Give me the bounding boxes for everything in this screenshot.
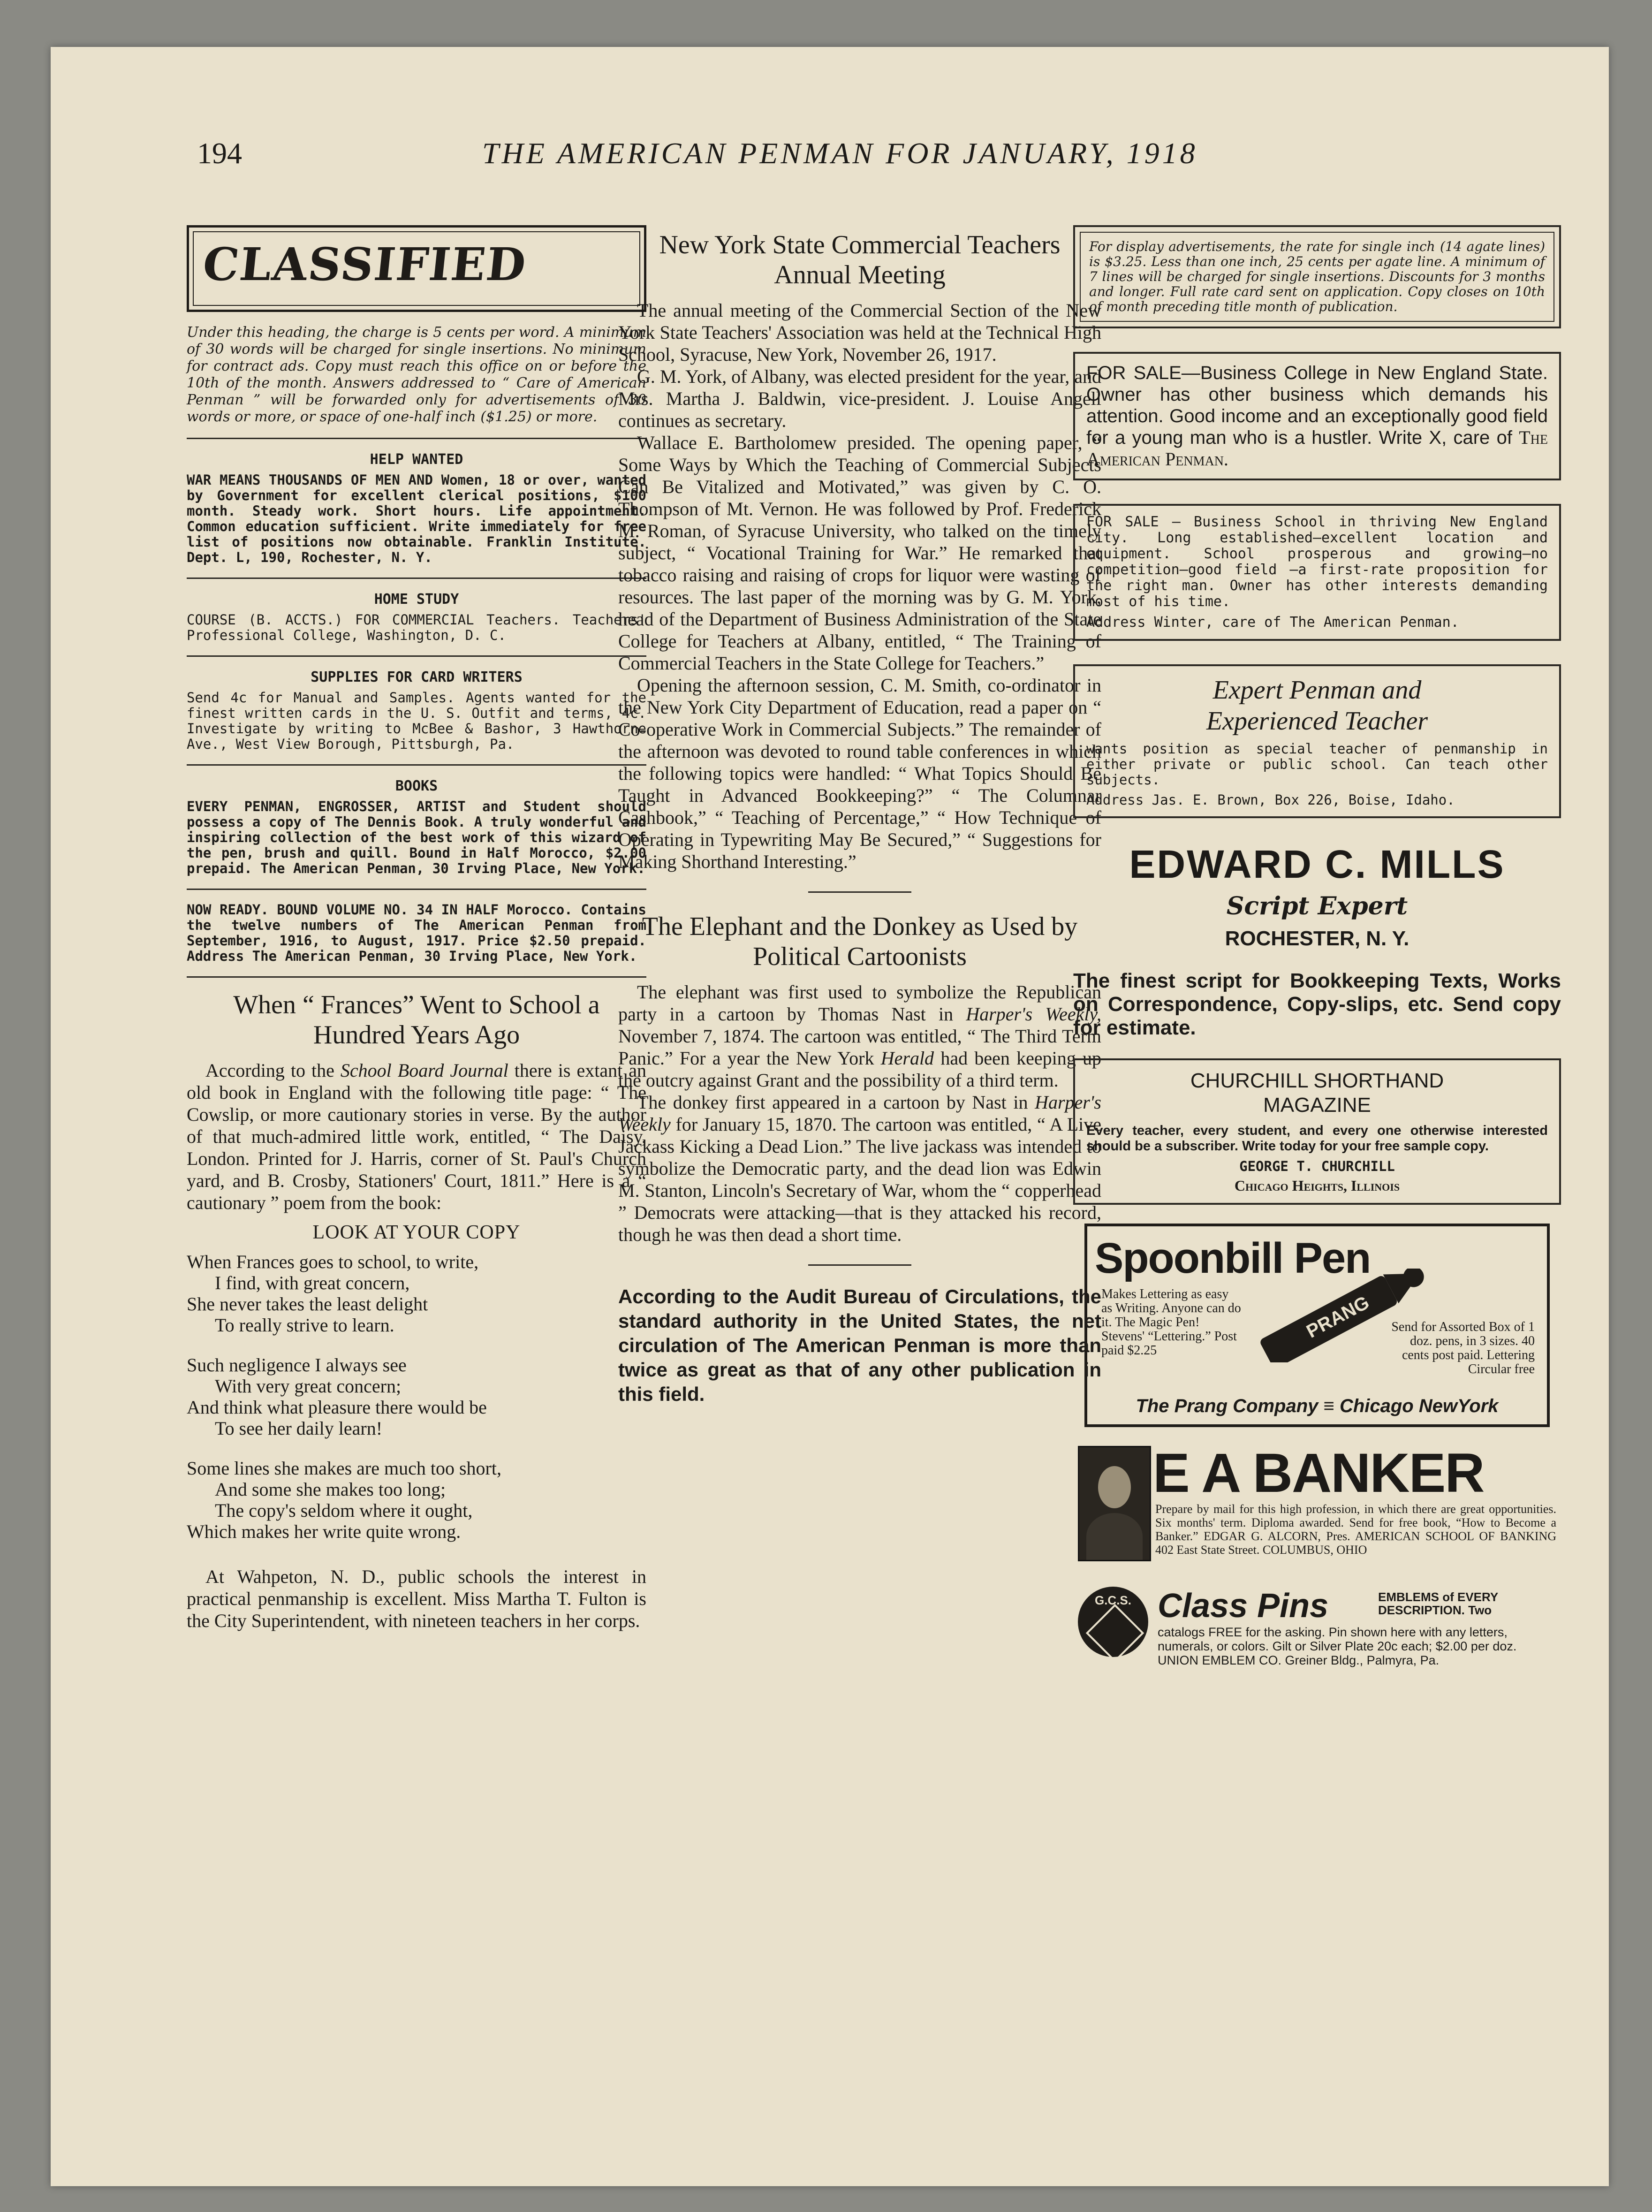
elephant-paragraph: The elephant was first used to symbolize the Republican party in a cartoon by Thomas Nast in Harper's Weekly, November 7, 1874. The cartoon was entitled, “ The Third Term Panic.” For a year the New York Herald had been keeping up the outcry against Grant and the possibility of a third term. bbox=[618, 981, 1101, 1091]
for-sale-address: Address Winter, care of The American Penman. bbox=[1086, 614, 1459, 631]
classified-text: EVERY PENMAN, ENGROSSER, ARTIST and Student should possess a copy of The Dennis Book. A truly wonderful and inspiring collection of the best work of this wizard of the pen, brush and quill. Bound in Half Morocco, $2.00 prepaid. The American Penman, 30 Irving Place, New York. bbox=[187, 798, 646, 876]
classified-heading: SUPPLIES FOR CARD WRITERS bbox=[311, 669, 523, 685]
classified-text: Send 4c for Manual and Samples. Agents wanted for the finest written cards in the U. S. Outfit and terms, 4c. Investigate by writing to McBee & Bashor, 3 Hawthorne Ave., West View Borough, Pittsburgh, Pa. bbox=[187, 690, 646, 752]
elephant-headline: The Elephant and the Donkey as Used by Political Cartoonists bbox=[642, 912, 1078, 971]
classified-heading: HOME STUDY bbox=[374, 591, 459, 608]
pen-nib-label: PRANG bbox=[1303, 1292, 1373, 1342]
nyscta-paragraph: Opening the afternoon session, C. M. Smith, co-ordinator in the New York City Department of Education, read a paper on “ Co-operative Work in Commercial Subjects.” The remainder of the afternoon was devoted to round table conferences in which the following topics were handled: “ What Topics Should Be Taught in Advanced Bookkeeping?” “ The Columnar Cashbook,” “ Teaching of Percentage,” “ How Technique of Operating in Typewriting May Be Secured,” “ Suggestions for Making Shorthand Interesting.” bbox=[618, 675, 1101, 872]
running-title: THE AMERICAN PENMAN FOR JANUARY, 1918 bbox=[482, 137, 1198, 170]
divider bbox=[808, 891, 911, 893]
divider bbox=[187, 764, 646, 766]
classified-section-help-wanted bbox=[187, 451, 646, 565]
elephant-paragraph: The donkey first appeared in a cartoon by Nast in Harper's Weekly for January 15, 1870. The cartoon was entitled, “ A Live Jackass Kicking a Dead Lion.” The live jackass was intended to symbolize the Democratic party, and the dead lion was Edwin M. Stanton, Lincoln's Secretary of War, whom the “ copperhead ” Democrats were attacking—that is they attacked his record, though he was then dead a short time. bbox=[618, 1092, 1101, 1245]
classified-section-home-study bbox=[187, 591, 646, 643]
spoonbill-right-text: Send for Assorted Box of 1 doz. pens, in 3 sizes. 40 cents post paid. Lettering Circular free bbox=[1391, 1320, 1535, 1376]
running-head bbox=[51, 136, 1609, 174]
bound-volume-notice: NOW READY. BOUND VOLUME NO. 34 IN HALF Morocco. Contains the twelve numbers of The American Penman from September, 1916, to August, 1917. Price $2.50 prepaid. Address The American Penman, 30 Irving Place, New York. bbox=[187, 902, 646, 964]
column-middle bbox=[618, 225, 1101, 1406]
spoonbill-left-text: Makes Lettering as easy as Writing. Anyone can do it. The Magic Pen! Stevens' “Lettering.” Post paid $2.25 bbox=[1101, 1287, 1241, 1358]
banker-text: Prepare by mail for this high profession, in which there are great opportunities. Six months' term. Diploma awarded. Send for free book, “How to Become a Banker.” EDGAR G. ALCORN, Pres. AMERICAN SCHOOL OF BANKING 402 East State Street. COLUMBUS, OHIO bbox=[1155, 1502, 1556, 1557]
pin-emblem-icon: G.C.S. bbox=[1078, 1587, 1148, 1657]
classified-section-supplies bbox=[187, 669, 646, 752]
magazine-page bbox=[51, 47, 1609, 2186]
pins-subhead: EMBLEMS of EVERY DESCRIPTION. Two bbox=[1378, 1590, 1498, 1617]
divider bbox=[808, 1264, 911, 1266]
mills-tagline: Script Expert bbox=[1226, 892, 1408, 920]
class-pins-ad bbox=[1078, 1587, 1556, 1666]
column-left bbox=[187, 225, 646, 1632]
page-number: 194 bbox=[197, 137, 242, 170]
spoonbill-brand: Spoonbill Pen bbox=[1095, 1234, 1371, 1282]
expert-address: Address Jas. E. Brown, Box 226, Boise, Idaho. bbox=[1086, 792, 1455, 808]
expert-title: Expert Penman and bbox=[1212, 676, 1422, 705]
for-sale-text: FOR SALE—Business College in New England State. Owner has other business which demands his attention. Good income and an exceptionally good field for a young man who is a hustler. Write X, care of The American Penman. bbox=[1086, 363, 1548, 470]
mills-ad bbox=[1073, 842, 1561, 1040]
display-rates-text: For display advertisements, the rate for single inch (14 agate lines) is $3.25. Less than one inch, 25 cents per agate line. A minimum of 7 lines will be charged for single insertions. Discounts for 3 months and longer. Full rate card sent on application. Copy closes on 10th of month preceding title month of publication. bbox=[1089, 239, 1545, 314]
poem-stanza: Some lines she makes are much too short, And some she makes too long; The copy's seldom where it ought, Which makes her write quite wrong. bbox=[187, 1458, 501, 1542]
mills-name: EDWARD C. MILLS bbox=[1129, 842, 1505, 886]
churchill-ad bbox=[1073, 1058, 1561, 1205]
frances-intro: According to the School Board Journal there is extant an old book in England with the following title page: “ The Cowslip, or more cautionary stories in verse. By the author of that much-admired little work, entitled, “ The Daisy, London. Printed for J. Harris, corner of St. Paul's Church yard, and B. Crosby, Stationers' Court, 1811.” Here is a “ cautionary ” poem from the book: bbox=[187, 1060, 647, 1213]
display-rates-box bbox=[1073, 225, 1561, 328]
churchill-title: MAGAZINE bbox=[1263, 1094, 1371, 1117]
poem-stanza: When Frances goes to school, to write, I find, with great concern, She never takes the least delight To really strive to learn. bbox=[187, 1251, 479, 1336]
expert-text: wants position as special teacher of penmanship in either private or public school. Can teach other subjects. bbox=[1086, 741, 1548, 788]
churchill-title: CHURCHILL SHORTHAND bbox=[1190, 1069, 1444, 1092]
for-sale-ad-2 bbox=[1073, 504, 1561, 641]
nyscta-paragraph: The annual meeting of the Commercial Section of the New York State Teachers' Association was held at the Technical High School, Syracuse, New York, November 26, 1917. bbox=[618, 300, 1101, 365]
banker-ad bbox=[1078, 1442, 1556, 1568]
classified-section-books bbox=[187, 778, 646, 876]
churchill-text: Every teacher, every student, and every one otherwise interested should be a subscriber. Write today for your free sample copy. bbox=[1086, 1123, 1548, 1154]
nyscta-headline: New York State Commercial Teachers Annual Meeting bbox=[659, 230, 1061, 289]
divider bbox=[187, 578, 646, 579]
classified-text: WAR MEANS THOUSANDS OF MEN AND Women, 18 or over, wanted by Government for excellent clerical positions, $100 month. Steady work. Short hours. Life appointment. Common education sufficient. Write immediately for free list of positions now obtainable. Franklin Institute. Dept. L, 190, Rochester, N. Y. bbox=[187, 472, 646, 565]
classified-heading: HELP WANTED bbox=[370, 451, 463, 468]
spoonbill-footer: The Prang Company ≡ Chicago NewYork bbox=[1136, 1396, 1499, 1416]
frances-headline: When “ Frances” Went to School a Hundred Years Ago bbox=[233, 990, 600, 1049]
for-sale-text: FOR SALE — Business School in thriving New England city. Long established—excellent location and equipment. School prosperous and growing—no competition—good field —a first-rate proposition for the right man. Owner has other interests demanding most of his time. bbox=[1086, 514, 1548, 610]
expert-penman-ad bbox=[1073, 664, 1561, 818]
column-right bbox=[1073, 225, 1561, 1666]
pins-headline: Class Pins bbox=[1158, 1587, 1329, 1625]
expert-title: Experienced Teacher bbox=[1206, 707, 1428, 736]
poem-title: LOOK AT YOUR COPY bbox=[312, 1222, 521, 1243]
divider bbox=[187, 976, 646, 978]
nyscta-paragraph: G. M. York, of Albany, was elected president for the year, and Mrs. Martha J. Baldwin, vice-president. J. Louise Angell continues as secretary. bbox=[618, 366, 1101, 431]
divider bbox=[187, 438, 646, 439]
for-sale-ad-1 bbox=[1073, 352, 1561, 480]
banker-headline: E A BANKER bbox=[1153, 1442, 1484, 1504]
classified-logo-text: CLASSIFIED bbox=[200, 238, 530, 291]
poem-stanza: Such negligence I always see With very great concern; And think what pleasure there would be To see her daily learn! bbox=[187, 1354, 487, 1439]
wahpeton-note: At Wahpeton, N. D., public schools the interest in practical penmanship is excellent. Miss Martha T. Fulton is the City Superintendent, with nineteen teachers in her corps. bbox=[187, 1566, 646, 1631]
poem bbox=[187, 1251, 646, 1542]
classified-logo bbox=[187, 225, 646, 312]
classified-intro: Under this heading, the charge is 5 cents per word. A minimum of 30 words will be charged for single insertions. No minimum for contract ads. Copy must reach this office on or before the 10th of the month. Answers addressed to “ Care of American Penman ” will be forwarded only for advertisements of 30 words or more, or space of one-half inch ($1.25) or more. bbox=[187, 324, 646, 425]
spoonbill-ad bbox=[1084, 1224, 1550, 1427]
divider bbox=[187, 889, 646, 890]
nyscta-paragraph: Wallace E. Bartholomew presided. The opening paper, “ Some Ways by Which the Teaching of Commercial Subjects Can Be Vitalized and Motivated,” was given by C. O. Thompson of Mt. Vernon. He was followed by Prof. Frederick M. Roman, of Syracuse University, who talked on the timely subject, “ Vocational Training for War.” He remarked that tobacco raising and raising of crops for liquor were wasting of resources. The last paper of the morning was by G. M. York, head of the Department of Business Administration of the State College for Teachers at Albany, entitled, “ The Training of Commercial Teachers in the State College for Teachers.” bbox=[618, 432, 1101, 674]
classified-heading: BOOKS bbox=[395, 778, 438, 794]
churchill-city: Chicago Heights, Illinois bbox=[1234, 1177, 1400, 1194]
mills-city: ROCHESTER, N. Y. bbox=[1225, 927, 1410, 950]
pins-text: catalogs FREE for the asking. Pin shown here with any letters, numerals, or colors. Gilt or Silver Plate 20c each; $2.00 per doz. UNION EMBLEM CO. Greiner Bldg., Palmyra, Pa. bbox=[1158, 1625, 1517, 1667]
audit-notice: According to the Audit Bureau of Circulations, the standard authority in the United States, the net circulation of The American Penman is more than twice as great as that of any other publication in this field. bbox=[618, 1285, 1101, 1405]
divider bbox=[187, 655, 646, 657]
churchill-name: GEORGE T. CHURCHILL bbox=[1239, 1158, 1395, 1174]
mills-description: The finest script for Bookkeeping Texts, Works on Correspondence, Copy-slips, etc. Send copy for estimate. bbox=[1073, 969, 1561, 1039]
classified-text: COURSE (B. ACCTS.) FOR COMMERCIAL Teachers. Teachers' Professional College, Washington, D. C. bbox=[187, 612, 646, 643]
